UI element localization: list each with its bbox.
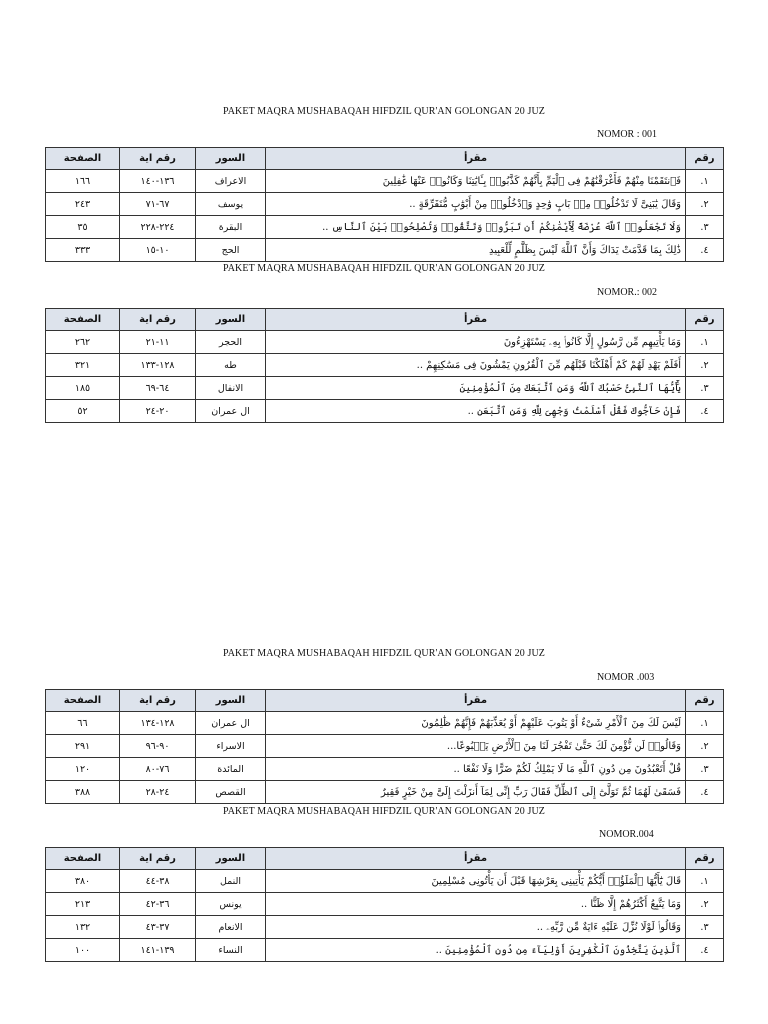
row-number: ١.	[686, 331, 724, 354]
surah-name: يوسف	[196, 193, 266, 216]
row-number: ٢.	[686, 735, 724, 758]
ayah-text: أَفَلَمْ يَهْدِ لَهُمْ كَمْ أَهْلَكْنَا قَبْلَهُم مِّنَ ٱلْقُرُونِ يَمْشُونَ فِى مَسَٰكِنِهِمْ ..	[266, 354, 686, 377]
page-number: ٢٤٣	[46, 193, 120, 216]
table-row	[46, 781, 724, 804]
col-header-ayah: مقرأ	[266, 309, 686, 331]
ayah-range: ٦٧-٧١	[120, 193, 196, 216]
table-row	[46, 712, 724, 735]
row-number: ٣.	[686, 216, 724, 239]
ayah-text: لَيْسَ لَكَ مِنَ ٱلْأَمْرِ شَىْءٌ أَوْ يَتُوبَ عَلَيْهِمْ أَوْ يُعَذِّبَهُمْ فَإِنَّهُمْ ظَٰلِمُونَ	[266, 712, 686, 735]
col-header-range: رقم اية	[120, 690, 196, 712]
packet-4-title: PAKET MAQRA MUSHABAQAH HIFDZIL QUR'AN GOLONGAN 20 JUZ	[222, 806, 546, 817]
ayah-text: ٱلَّذِينَ يَتَّخِذُونَ ٱلْكَٰفِرِينَ أَوْلِيَآءَ مِن دُونِ ٱلْمُؤْمِنِينَ ..	[266, 939, 686, 962]
col-header-range: رقم اية	[120, 148, 196, 170]
row-number: ٤.	[686, 781, 724, 804]
col-header-surah: السور	[196, 309, 266, 331]
ayah-range: ٣٧-٤٣	[120, 916, 196, 939]
packet-3-table	[45, 689, 724, 804]
page-number: ٣٣٣	[46, 239, 120, 262]
row-number: ٢.	[686, 893, 724, 916]
table-row	[46, 870, 724, 893]
row-number: ٣.	[686, 916, 724, 939]
page-number: ٢١٣	[46, 893, 120, 916]
surah-name: طه	[196, 354, 266, 377]
surah-name: النساء	[196, 939, 266, 962]
ayah-range: ١١-٢١	[120, 331, 196, 354]
col-header-no: رقم	[686, 690, 724, 712]
table-row	[46, 377, 724, 400]
surah-name: يونس	[196, 893, 266, 916]
page-number: ٣٢١	[46, 354, 120, 377]
row-number: ٣.	[686, 377, 724, 400]
ayah-range: ٢٤-٢٨	[120, 781, 196, 804]
surah-name: الحجر	[196, 331, 266, 354]
surah-name: الانفال	[196, 377, 266, 400]
col-header-page: الصفحة	[46, 690, 120, 712]
table-row	[46, 735, 724, 758]
table-row	[46, 354, 724, 377]
ayah-range: ١٢٨-١٣٣	[120, 354, 196, 377]
col-header-page: الصفحة	[46, 848, 120, 870]
ayah-range: ١٣٦-١٤٠	[120, 170, 196, 193]
table-row	[46, 400, 724, 423]
packet-2-nomor: NOMOR.: 002	[597, 287, 658, 298]
surah-name: الانعام	[196, 916, 266, 939]
page-number: ١٨٥	[46, 377, 120, 400]
table-header-row	[46, 690, 724, 712]
surah-name: الحج	[196, 239, 266, 262]
page-number: ٦٦	[46, 712, 120, 735]
page-number: ٢٦٢	[46, 331, 120, 354]
ayah-range: ٧٦-٨٠	[120, 758, 196, 781]
surah-name: القصص	[196, 781, 266, 804]
table-row	[46, 331, 724, 354]
ayah-text: وَمَا يَتَّبِعُ أَكْثَرُهُمْ إِلَّا ظَنًّا ..	[266, 893, 686, 916]
row-number: ٣.	[686, 758, 724, 781]
page-number: ٣٨٠	[46, 870, 120, 893]
table-row	[46, 916, 724, 939]
ayah-range: ١٠-١٥	[120, 239, 196, 262]
ayah-text: فَٱنتَقَمْنَا مِنْهُمْ فَأَغْرَقْنَٰهُمْ فِى ٱلْيَمِّ بِأَنَّهُمْ كَذَّبُوا۟ بِـَٔايَٰتِنَا وَكَانُوا۟ عَنْهَا غَٰفِلِينَ	[266, 170, 686, 193]
surah-name: الاعراف	[196, 170, 266, 193]
table-row	[46, 939, 724, 962]
packet-3-nomor: NOMOR .003	[597, 672, 655, 683]
page-number: ١٣٢	[46, 916, 120, 939]
ayah-text: وَقَالُوا۟ لَن نُّؤْمِنَ لَكَ حَتَّىٰ تَفْجُرَ لَنَا مِنَ ٱلْأَرْضِ يَنۢبُوعًا...	[266, 735, 686, 758]
row-number: ٢.	[686, 193, 724, 216]
ayah-range: ٣٨-٤٤	[120, 870, 196, 893]
table-header-row	[46, 848, 724, 870]
surah-name: ال عمران	[196, 400, 266, 423]
col-header-ayah: مقرأ	[266, 148, 686, 170]
row-number: ٤.	[686, 400, 724, 423]
packet-1-title: PAKET MAQRA MUSHABAQAH HIFDZIL QUR'AN GOLONGAN 20 JUZ	[222, 106, 546, 117]
ayah-text: ذَٰلِكَ بِمَا قَدَّمَتْ يَدَاكَ وَأَنَّ ٱللَّهَ لَيْسَ بِظَلَّٰمٍ لِّلْعَبِيدِ	[266, 239, 686, 262]
row-number: ١.	[686, 712, 724, 735]
packet-1-table	[45, 147, 724, 262]
ayah-range: ١٣٩-١٤١	[120, 939, 196, 962]
page-number: ٥٢	[46, 400, 120, 423]
row-number: ٢.	[686, 354, 724, 377]
col-header-no: رقم	[686, 148, 724, 170]
ayah-text: قُلْ أَتَعْبُدُونَ مِن دُونِ ٱللَّهِ مَا لَا يَمْلِكُ لَكُمْ ضَرًّا وَلَا نَفْعًا ..	[266, 758, 686, 781]
ayah-range: ٢٠-٢٤	[120, 400, 196, 423]
packet-2-title: PAKET MAQRA MUSHABAQAH HIFDZIL QUR'AN GOLONGAN 20 JUZ	[222, 263, 546, 274]
page-number: ٣٨٨	[46, 781, 120, 804]
col-header-ayah: مقرأ	[266, 690, 686, 712]
row-number: ١.	[686, 870, 724, 893]
surah-name: المائدة	[196, 758, 266, 781]
row-number: ٤.	[686, 239, 724, 262]
col-header-page: الصفحة	[46, 309, 120, 331]
ayah-range: ٦٤-٦٩	[120, 377, 196, 400]
row-number: ١.	[686, 170, 724, 193]
ayah-range: ٣٦-٤٢	[120, 893, 196, 916]
col-header-page: الصفحة	[46, 148, 120, 170]
ayah-text: قَالَ يَٰٓأَيُّهَا ٱلْمَلَؤُا۟ أَيُّكُمْ يَأْتِينِى بِعَرْشِهَا قَبْلَ أَن يَأْتُونِى مُسْلِمِينَ	[266, 870, 686, 893]
col-header-surah: السور	[196, 848, 266, 870]
ayah-text: وَقَالَ يَٰبَنِىَّ لَا تَدْخُلُوا۟ مِنۢ بَابٍ وَٰحِدٍ وَٱدْخُلُوا۟ مِنْ أَبْوَٰبٍ مُّتَفَرِّقَةٍ ..	[266, 193, 686, 216]
table-row	[46, 239, 724, 262]
packet-3-title: PAKET MAQRA MUSHABAQAH HIFDZIL QUR'AN GOLONGAN 20 JUZ	[222, 648, 546, 659]
packet-2-table	[45, 308, 724, 423]
ayah-text: وَمَا يَأْتِيهِم مِّن رَّسُولٍ إِلَّا كَانُوا۟ بِهِۦ يَسْتَهْزِءُونَ	[266, 331, 686, 354]
surah-name: النمل	[196, 870, 266, 893]
col-header-range: رقم اية	[120, 848, 196, 870]
table-header-row	[46, 309, 724, 331]
table-row	[46, 216, 724, 239]
col-header-surah: السور	[196, 690, 266, 712]
page-number: ١٠٠	[46, 939, 120, 962]
packet-4-nomor: NOMOR.004	[599, 829, 654, 840]
col-header-ayah: مقرأ	[266, 848, 686, 870]
surah-name: ال عمران	[196, 712, 266, 735]
surah-name: البقرة	[196, 216, 266, 239]
row-number: ٤.	[686, 939, 724, 962]
table-row	[46, 893, 724, 916]
ayah-range: ٩٠-٩٦	[120, 735, 196, 758]
table-row	[46, 170, 724, 193]
col-header-surah: السور	[196, 148, 266, 170]
ayah-text: فَإِنْ حَآجُّوكَ فَقُلْ أَسْلَمْتُ وَجْهِىَ لِلَّهِ وَمَنِ ٱتَّبَعَنِ ..	[266, 400, 686, 423]
packet-1-nomor: NOMOR : 001	[597, 129, 658, 140]
page-number: ١٢٠	[46, 758, 120, 781]
page-number: ٢٩١	[46, 735, 120, 758]
table-row	[46, 758, 724, 781]
page-number: ١٦٦	[46, 170, 120, 193]
col-header-range: رقم اية	[120, 309, 196, 331]
ayah-text: فَسَقَىٰ لَهُمَا ثُمَّ تَوَلَّىٰٓ إِلَى ٱلظِّلِّ فَقَالَ رَبِّ إِنِّى لِمَآ أَنزَلْتَ إِلَىَّ مِنْ خَيْرٍ فَقِيرٌ	[266, 781, 686, 804]
ayah-range: ١٢٨-١٣٤	[120, 712, 196, 735]
ayah-text: يَٰٓأَيُّهَا ٱلنَّبِىُّ حَسْبُكَ ٱللَّهُ وَمَنِ ٱتَّبَعَكَ مِنَ ٱلْمُؤْمِنِينَ	[266, 377, 686, 400]
ayah-text: وَلَا تَجْعَلُوا۟ ٱللَّهَ عُرْضَةً لِّأَيْمَٰنِكُمْ أَن تَبَرُّوا۟ وَتَتَّقُوا۟ وَتُصْلِحُوا۟ بَيْنَ ٱلنَّاسِ ..	[266, 216, 686, 239]
surah-name: الاسراء	[196, 735, 266, 758]
page-number: ٣٥	[46, 216, 120, 239]
table-header-row	[46, 148, 724, 170]
table-row	[46, 193, 724, 216]
col-header-no: رقم	[686, 309, 724, 331]
ayah-text: وَقَالُوا۟ لَوْلَا نُزِّلَ عَلَيْهِ ءَايَةٌ مِّن رَّبِّهِۦ ..	[266, 916, 686, 939]
col-header-no: رقم	[686, 848, 724, 870]
ayah-range: ٢٢٤-٢٢٨	[120, 216, 196, 239]
packet-4-table	[45, 847, 724, 962]
